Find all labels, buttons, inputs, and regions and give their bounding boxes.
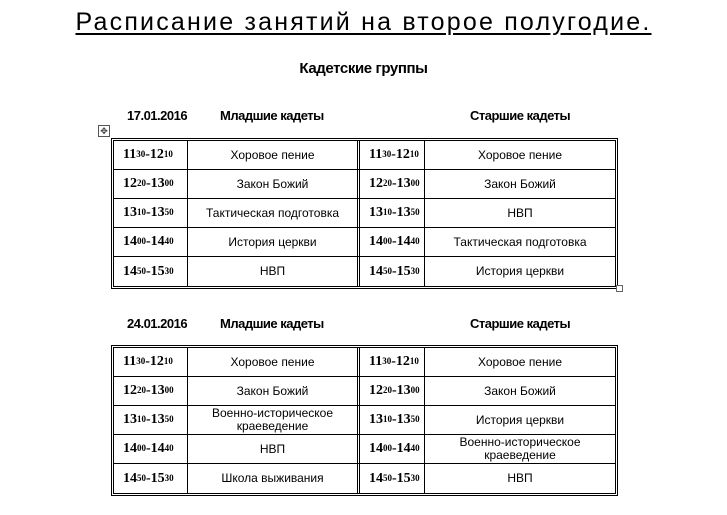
senior-time-cell: 14 $^{50}$ - 15 $^{30}$ [360,257,425,286]
table-row [114,170,615,199]
junior-time-cell: 13 $^{10}$ - 13 $^{50}$ [114,406,188,434]
senior-subject-cell: НВП [507,205,533,220]
junior-subject-cell: НВП [188,435,360,463]
senior-time-cell: 11 $^{30}$ - 12 $^{10}$ [360,348,425,376]
senior-time-cell: 14 $^{00}$ - 14 $^{40}$ [360,228,425,256]
senior-time-cell: 13 $^{10}$ - 13 $^{50}$ [360,406,425,434]
table-row [114,257,615,286]
page-title: Расписание занятий на второе полугодие. [75,8,652,36]
junior-subject-cell: Школа выживания [188,464,360,493]
junior-time-cell: 14 $^{00}$ - 14 $^{40}$ [114,228,188,256]
senior-subject-cell: Закон Божий [484,176,556,191]
schedule-table-2 [111,345,618,496]
table-row [114,199,615,228]
senior-subject-cell: История церкви [475,412,565,427]
table-row [114,435,615,464]
senior-subject-cell: Хоровое пение [478,354,562,369]
junior-subject-cell: Хоровое пение [188,141,360,169]
senior-time-cell: 11 $^{30}$ - 12 $^{10}$ [360,141,425,169]
schedule-date: 24.01.2016 [127,316,188,331]
junior-time-cell: 14 $^{00}$ - 14 $^{40}$ [114,435,188,463]
junior-subject-cell: Закон Божий [188,377,360,405]
senior-subject-cell: Закон Божий [484,383,556,398]
senior-subject-cell: История церкви [475,264,565,278]
junior-time-cell: 14 $^{50}$ - 15 $^{30}$ [114,464,188,493]
junior-time-cell: 12 $^{20}$ - 13 $^{00}$ [114,170,188,198]
junior-subject-cell: Военно-историческое краеведение [188,406,360,434]
junior-subject-cell: Закон Божий [188,170,360,198]
junior-time-cell: 12 $^{20}$ - 13 $^{00}$ [114,377,188,405]
table-row [114,406,615,435]
senior-cadets-label: Старшие кадеты [470,316,571,331]
schedule-table-1 [111,138,618,289]
junior-time-cell: 14 $^{50}$ - 15 $^{30}$ [114,257,188,286]
junior-subject-cell: НВП [188,257,360,286]
senior-time-cell: 14 $^{00}$ - 14 $^{40}$ [360,435,425,463]
senior-subject-cell: Тактическая подготовка [453,234,587,249]
junior-cadets-label: Младшие кадеты [220,316,324,331]
table-row [114,348,615,377]
schedule-header-2 [0,316,727,334]
junior-subject-cell: Хоровое пение [188,348,360,376]
senior-time-cell: 14 $^{50}$ - 15 $^{30}$ [360,464,425,493]
table-row [114,464,615,493]
junior-subject-cell: История церкви [188,228,360,256]
senior-cadets-label: Старшие кадеты [470,108,571,123]
table-row [114,141,615,170]
senior-subject-cell: Военно-историческое краеведение [459,435,581,462]
junior-subject-cell: Тактическая подготовка [188,199,360,227]
page-subtitle: Кадетские группы [299,60,428,77]
senior-subject-cell: Хоровое пение [478,147,562,162]
table-row [114,228,615,257]
schedule-date: 17.01.2016 [127,108,188,123]
table-resize-handle[interactable] [616,285,623,292]
senior-subject-cell: НВП [507,471,533,485]
junior-cadets-label: Младшие кадеты [220,108,324,123]
junior-time-cell: 11 $^{30}$ - 12 $^{10}$ [114,141,188,169]
table-row [114,377,615,406]
table-move-handle[interactable]: ✥ [98,125,110,137]
junior-time-cell: 13 $^{10}$ - 13 $^{50}$ [114,199,188,227]
senior-time-cell: 12 $^{20}$ - 13 $^{00}$ [360,170,425,198]
senior-time-cell: 12 $^{20}$ - 13 $^{00}$ [360,377,425,405]
senior-time-cell: 13 $^{10}$ - 13 $^{50}$ [360,199,425,227]
schedule-header-1 [0,108,727,126]
junior-time-cell: 11 $^{30}$ - 12 $^{10}$ [114,348,188,376]
